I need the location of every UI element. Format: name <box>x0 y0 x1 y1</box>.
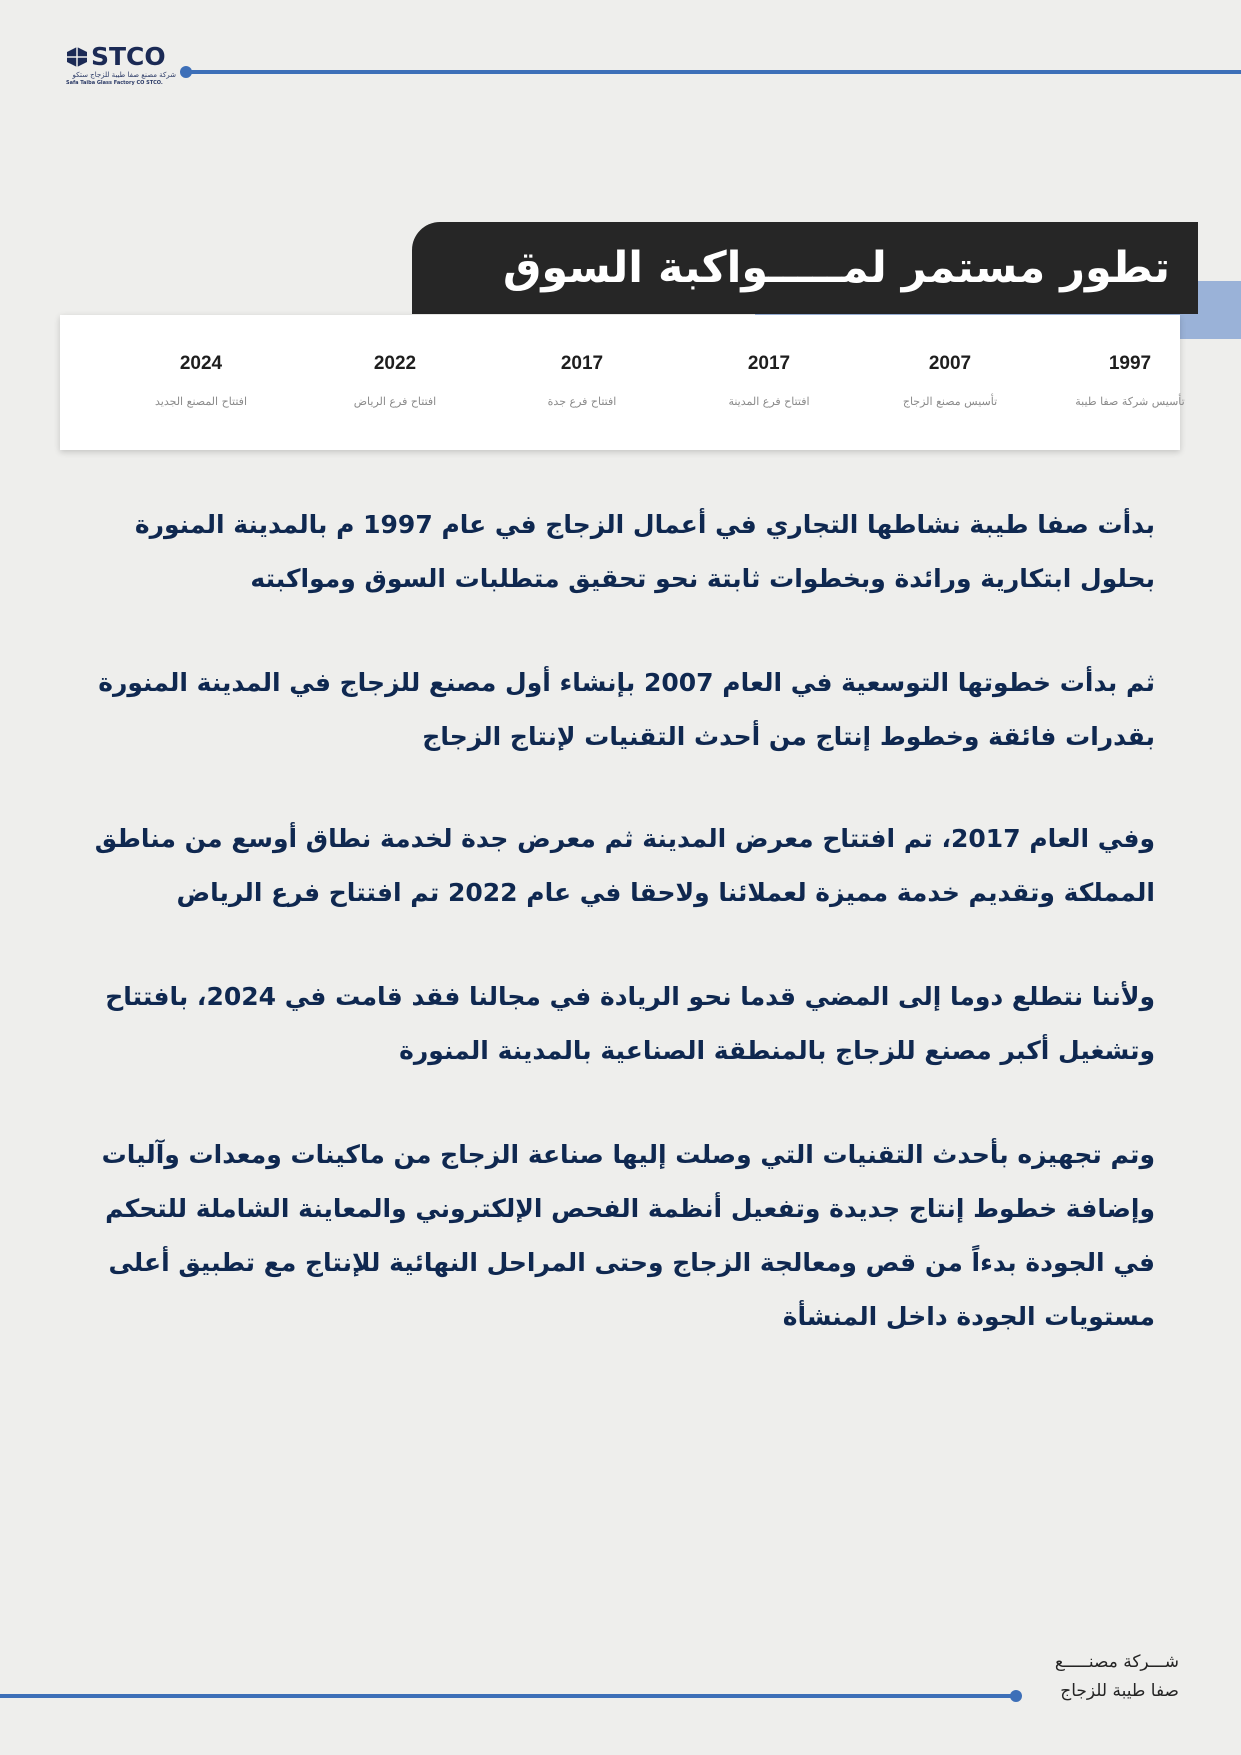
header-divider <box>182 70 1241 74</box>
footer-company-name <box>1055 1648 1179 1706</box>
footer-line-2: صفا طيبة للزجاج <box>1060 1681 1179 1701</box>
timeline-label: افتتاح فرع المدينة <box>728 395 810 408</box>
timeline-year: 2022 <box>373 353 417 374</box>
timeline-year: 1997 <box>1108 353 1152 374</box>
page-title: تطور مستمر لمـــــواكبة السوق <box>502 243 1170 293</box>
timeline-label: افتتاح فرع الرياض <box>353 395 437 408</box>
paragraph-technology: وتم تجهيزه بأحدث التقنيات التي وصلت إليها صناعة الزجاج من ماكينات ومعدات وآليات وإضافة خطوط إنتاج جديدة وتفعيل أنظمة الفحص الإلكتروني والمعاينة الشاملة للتحكم في الجودة بدءاً من قص ومعالجة الزجاج وحتى المراحل النهائية للإنتاج مع تطبيق أعلى مستويات الجودة داخل المنشأة <box>101 1140 1155 1331</box>
logo-mark <box>66 44 176 69</box>
logo-subtitle-en: Safa Taiba Glass Factory CO STCO. <box>66 80 163 86</box>
timeline-year: 2017 <box>560 353 604 374</box>
timeline-label: افتتاح المصنع الجديد <box>155 395 247 408</box>
timeline-year: 2017 <box>747 353 791 374</box>
company-logo <box>66 44 176 87</box>
timeline-year: 2007 <box>928 353 972 374</box>
timeline-label: تأسيس شركة صفا طيبة <box>1075 395 1185 408</box>
timeline-label: افتتاح فرع جدة <box>547 395 617 408</box>
paragraph-founding: بدأت صفا طيبة نشاطها التجاري في أعمال الزجاج في عام 1997 م بالمدينة المنورة بحلول ابتكارية ورائدة وبخطوات ثابتة نحو تحقيق متطلبات السوق ومواكبته <box>134 510 1155 593</box>
footer-line-1: شـــركة مصنـــــع <box>1054 1652 1179 1672</box>
timeline-year: 2024 <box>179 353 223 374</box>
title-banner <box>412 222 1198 314</box>
paragraph-factory: ثم بدأت خطوتها التوسعية في العام 2007 بإنشاء أول مصنع للزجاج في المدينة المنورة بقدرات فائقة وخطوط إنتاج من أحدث التقنيات لإنتاج الزجاج <box>98 668 1155 751</box>
logo-subtitle-ar: شركة مصنع صفا طيبة للزجاج ستكو <box>72 71 176 79</box>
paragraph-new-factory: ولأننا نتطلع دوما إلى المضي قدما نحو الريادة في مجالنا فقد قامت في 2024، بافتتاح وتشغيل أكبر مصنع للزجاج بالمنطقة الصناعية بالمدينة المنورة <box>105 982 1155 1065</box>
timeline-card <box>60 315 1185 450</box>
logo-wordmark: STCO <box>91 42 166 71</box>
glass-cube-icon <box>66 46 88 68</box>
footer-line-dot <box>1010 1690 1022 1702</box>
footer-divider <box>0 1694 1014 1698</box>
paragraph-branches: وفي العام 2017، تم افتتاح معرض المدينة ثم معرض جدة لخدمة نطاق أوسع من مناطق المملكة وتقديم خدمة مميزة لعملائنا ولاحقا في عام 2022 تم افتتاح فرع الرياض <box>94 824 1155 907</box>
timeline-label: تأسيس مصنع الزجاج <box>902 395 998 408</box>
